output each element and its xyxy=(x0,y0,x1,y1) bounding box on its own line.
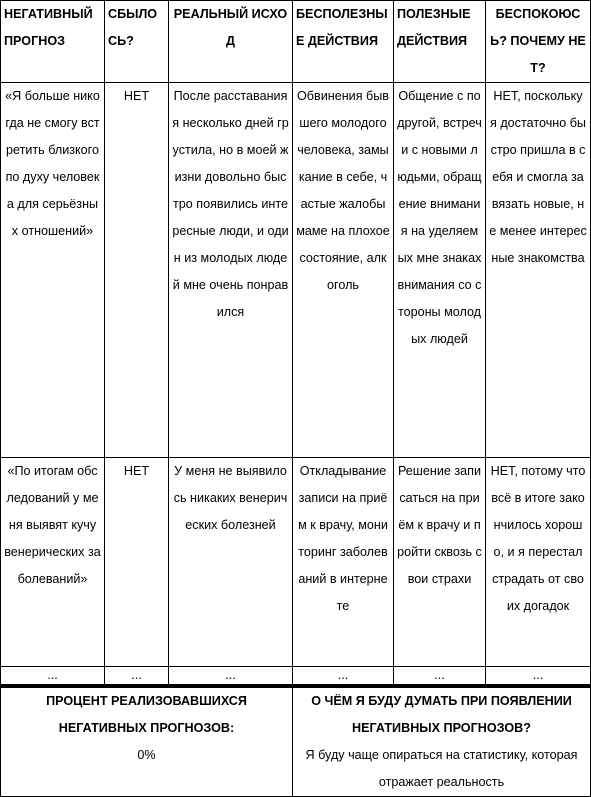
table-row xyxy=(1,83,591,458)
summary-row xyxy=(1,687,591,797)
cell-ellipsis: ... xyxy=(105,667,169,686)
cell-useful: Общение с подругой, встречи с новыми людьми, обращение внимания на уделяемых мне знаках внимания со стороны молодых людей xyxy=(394,83,486,458)
cell-outcome: У меня не выявилось никаких венерических болезней xyxy=(169,458,293,667)
cell-forecast: «Я больше никогда не смогу встретить близкого по духу человека для серьёзных отношений» xyxy=(1,83,105,458)
summary-table xyxy=(0,686,591,797)
cell-useless: Откладывание записи на приём к врачу, мониторинг заболеваний в интернете xyxy=(293,458,394,667)
summary-percent-title: ПРОЦЕНТ РЕАЛИЗОВАВШИХСЯ НЕГАТИВНЫХ ПРОГНОЗОВ: xyxy=(46,694,247,735)
summary-thoughts-title: О ЧЁМ Я БУДУ ДУМАТЬ ПРИ ПОЯВЛЕНИИ НЕГАТИВНЫХ ПРОГНОЗОВ? xyxy=(311,694,572,735)
header-came-true: СБЫЛОСЬ? xyxy=(105,1,169,83)
cell-outcome: После расставания я несколько дней грустила, но в моей жизни довольно быстро появились интересные люди, и один из молодых людей мне очень понравился xyxy=(169,83,293,458)
summary-thoughts-cell xyxy=(293,687,591,797)
cell-ellipsis: ... xyxy=(394,667,486,686)
cell-useful: Решение записаться на приём к врачу и пройти сквозь свои страхи xyxy=(394,458,486,667)
cell-forecast: «По итогам обследований у меня выявят кучу венерических заболеваний» xyxy=(1,458,105,667)
cell-useless: Обвинения бывшего молодого человека, замыкание в себе, частые жалобы маме на плохое состояние, алкоголь xyxy=(293,83,394,458)
cell-worry: НЕТ, потому что всё в итоге закончилось хорошо, и я перестал страдать от своих догадок xyxy=(486,458,591,667)
header-useless-actions: БЕСПОЛЕЗНЫЕ ДЕЙСТВИЯ xyxy=(293,1,394,83)
summary-percent-value: 0% xyxy=(137,748,156,762)
summary-percent-cell xyxy=(1,687,293,797)
cell-ellipsis: ... xyxy=(1,667,105,686)
cell-ellipsis: ... xyxy=(486,667,591,686)
cell-ellipsis: ... xyxy=(293,667,394,686)
table-row xyxy=(1,458,591,667)
table-header-row xyxy=(1,1,591,83)
header-useful-actions: ПОЛЕЗНЫЕ ДЕЙСТВИЯ xyxy=(394,1,486,83)
header-real-outcome: РЕАЛЬНЫЙ ИСХОД xyxy=(169,1,293,83)
cell-came-true: НЕТ xyxy=(105,83,169,458)
header-negative-forecast: НЕГАТИВНЫЙ ПРОГНОЗ xyxy=(1,1,105,83)
cell-came-true: НЕТ xyxy=(105,458,169,667)
table-row-ellipsis xyxy=(1,667,591,686)
cell-worry: НЕТ, поскольку я достаточно быстро пришла в себя и смогла завязать новые, не менее интересные знакомства xyxy=(486,83,591,458)
cell-ellipsis: ... xyxy=(169,667,293,686)
summary-thoughts-text: Я буду чаще опираться на статистику, которая отражает реальность xyxy=(305,748,578,789)
header-worry-why-not: БЕСПОКОЮСЬ? ПОЧЕМУ НЕТ? xyxy=(486,1,591,83)
